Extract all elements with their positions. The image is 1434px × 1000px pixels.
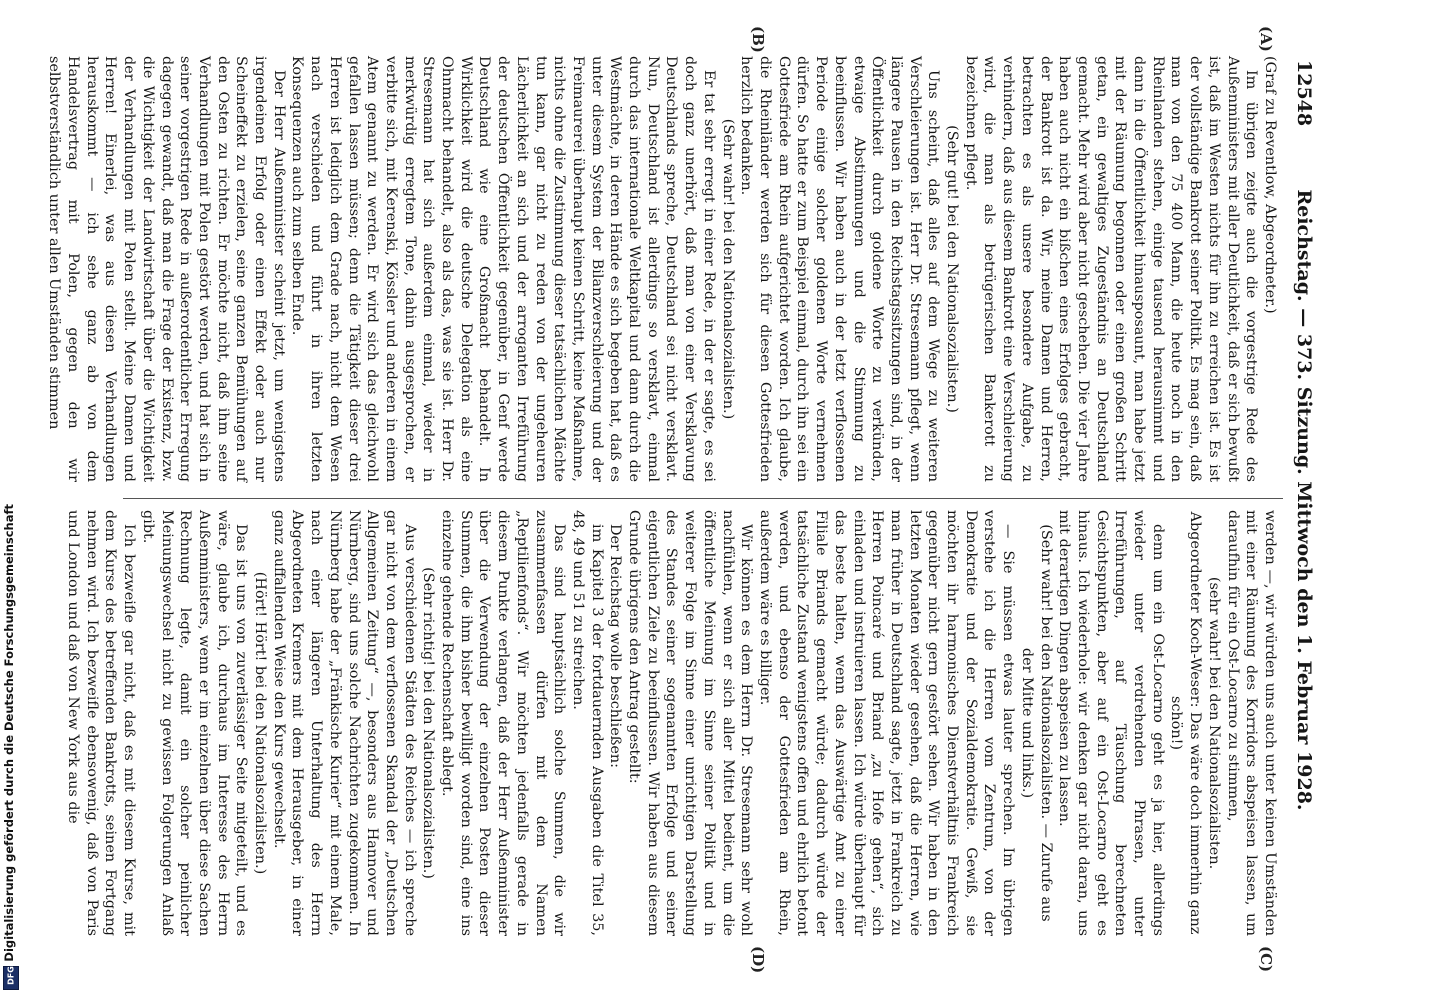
paragraph: Wir können es dem Herrn Dr. Stresemann sehr wohl nachfühlen, wenn er sich aller Mittel bedient, um die öffentliche Meinung im Sinne seiner Politik und in weiterer Folge im Sinne einer unrichtigen Darstellung des Standes seiner sogenannten Erfolge und seiner eigentlichen Ziele zu beeinflussen. Wir haben aus diesem Grunde übrigens den Antrag gestellt: bbox=[626, 510, 755, 936]
interjection: (Hört! Hört! bei den Nationalsozialisten.) bbox=[252, 571, 269, 875]
right-text-column bbox=[65, 510, 1279, 936]
paragraph: Der Reichstag wolle beschließen: bbox=[607, 524, 624, 769]
paragraph: im Kapitel 3 der fortdauernden Ausgaben die Titel 35, 48, 49 und 51 zu streichen. bbox=[569, 510, 605, 936]
margin-mark-b: (B) bbox=[749, 26, 767, 53]
paragraph: (Graf zu Reventlow, Abgeordneter.) bbox=[1262, 56, 1278, 314]
paragraph: — Sie müssen etwas lauter sprechen. Im übrigen verstehe ich die Herren vom Zentrum, von der Demokratie und der Sozialdemokratie. Gewiß, sie möchten ihr harmonisches Dienstverhältnis Frankreich gegenüber nicht gern gestört sehen. Wir haben in den letzten Monaten wieder gesehen, daß die Herren, wie man früher in Deutschland sagte, jetzt in Frankreich zu Herren Poincaré und Briand „zu Hofe gehen“, sich einladen und instruieren lassen. Ich würde überhaupt für das beste halten, wenn das Auswärtige Amt zu einer Filiale Briands gemacht würde; dadurch würde der tatsächliche Zustand wenigstens offen und ehrlich betont werden, und ebenso der Gottesfrieden am Rhein, außerdem wäre es billiger. bbox=[757, 510, 1017, 936]
rotated-document-page bbox=[46, 26, 1327, 974]
margin-mark-d: (D) bbox=[749, 946, 767, 974]
column-divider bbox=[123, 498, 1283, 499]
paragraph: Das sind hauptsächlich solche Summen, die wir zusammenfassen dürfen mit dem Namen „Reptilienfonds“. Wir möchten jedenfalls gerade in diesem Punkte verlangen, daß der Herr Außenminister über die Verwendung der einzelnen Posten dieser Summen, die ihm bisher bewilligt worden sind, eine ins einzelne gehende Rechenschaft ablegt. bbox=[439, 510, 568, 936]
interjection: (Sehr richtig! bei den Nationalsozialisten.) bbox=[420, 567, 437, 879]
margin-mark-a: (A) bbox=[1257, 26, 1275, 52]
page-title: Reichstag. — 373. Sitzung. Mittwoch den 1. Februar 1928. bbox=[1293, 189, 1315, 811]
paragraph: Ich bezweifle gar nicht, daß es mit diesem Kurse, mit dem Kurse des betreffenden Bankrotts, seinen Fortgang nehmen wird. Ich bezweifle ebensowenig, daß von Paris und London und daß von New York aus die bbox=[65, 510, 138, 936]
paragraph: Der Herr Außenminister scheint jetzt, um wenigstens irgendeinen Erfolg oder einen Effekt oder auch nur Scheineffekt zu erzielen, seine ganzen Bemühungen auf den Osten zu richten. Er möchte nicht, daß ihm seine Verhandlungen mit Polen gestört werden, und hat sich in seiner vorgestrigen Rede in außerordentlicher Erregung dagegen gewandt, daß man die Frage der Existenz, bzw. die Wichtigkeit der Landwirtschaft über die Wichtigkeit der Verhandlungen mit Polen stellt. Meine Damen und Herren! Einerlei, was aus diesen Verhandlungen herauskommt — ich sehe ganz ab von dem Handelsvertrag mit Polen, gegen den wir selbstverständlich unter allen Umständen stimmen bbox=[46, 56, 287, 482]
margin-mark-c: (C) bbox=[1257, 946, 1275, 973]
interjection: (Sehr gut! bei den Nationalsozialisten.) bbox=[944, 125, 961, 413]
interjection: (sehr wahr! bei den Nationalsozialisten. bbox=[1205, 576, 1222, 870]
page-header bbox=[1289, 60, 1315, 940]
interjection: (Sehr wahr! bei den Nationalsozialisten.) bbox=[719, 118, 736, 420]
logo-label: DFG bbox=[6, 966, 16, 985]
digitization-credit bbox=[2, 2, 20, 992]
credit-text: Digitalisierung gefördert durch die Deutsche Forschungsgemeinschaft bbox=[2, 504, 16, 962]
interjection: Abgeordneter Koch-Weser: Das wäre doch immerhin ganz schön!) bbox=[1168, 511, 1204, 935]
left-text-column bbox=[46, 56, 1279, 482]
paragraph: Aus verschiedenen Städten des Reiches — ich spreche gar nicht von dem verflossenen Skandal der „Deutschen Allgemeinen Zeitung“ —, besonders aus Hannover und Nürnberg, sind uns solche Nachrichten zugekommen. In Nürnberg habe der „Fränkische Kurier“ mit einem Male, nach einer längeren Unterhaltung des Herrn Abgeordneten Kremers mit dem Herausgeber, in einer ganz auffallenden Weise den Kurs gewechselt. bbox=[270, 510, 418, 936]
paragraph: denn um ein Ost-Locarno geht es ja hier, allerdings wieder unter verdrehenden Phrasen, unter Irreführungen, auf Täuschung berechneten Gesichtspunkten, aber auf ein Ost-Locarno geht es hinaus. Ich wiederhole: wir denken gar nicht daran, uns mit derartigen Dingen abspeisen zu lassen. bbox=[1056, 510, 1166, 936]
paragraph: Er tat sehr erregt in einer Rede, in der er sagte, es sei doch ganz unerhört, daß man von einer Versklavung Deutschlands spreche, Deutschland sei nicht versklavt. Nun, Deutschland ist allerdings so versklavt, einmal durch das internationale Weltkapital und dann durch die Westmächte, in deren Hände es sich begeben hat, daß es unter diesem System der Bilanzverschleierung und der Freimaurerei überhaupt keinen Schritt, keine Maßnahme, nichts ohne die Zustimmung dieser tatsächlichen Mächte tun kann, gar nicht zu reden von der ungeheuren Lächerlichkeit an sich und der arroganten Irreführung der deutschen Öffentlichkeit gegenüber, in Genf werde Deutschland wie eine Großmacht behandelt. In Wirklichkeit wird die deutsche Delegation als eine Ohnmacht behandelt, also als das, was sie ist. Herr Dr. Stresemann hat sich außerdem einmal, wieder in merkwürdig erregtem Tone, dahin ausgesprochen, er verbitte sich, mit Kerenski, Kössler und anderen in einem Atem genannt zu werden. Er wird sich das gleichwohl gefallen lassen müssen; denn die Tätigkeit dieser drei Herren ist lediglich dem Grade nach, nicht dem Wesen nach verschieden und führt in ihren letzten Konsequenzen auch zum selben Ende. bbox=[289, 56, 717, 482]
paragraph: Uns scheint, daß alles auf dem Wege zu weiteren Verschleierungen ist. Herr Dr. Stresemann pflegt, wenn längere Pausen in den Reichstagssitzungen sind, in der Öffentlichkeit durch goldene Worte zu verkünden, etwaige Abstimmungen und die Stimmung zu beeinflussen. Wir haben auch in der letzt verflossenen Periode einige solcher goldenen Worte vernehmen dürfen. So hatte er zum Beispiel einmal, durch ihn sei ein Gottesfriede am Rhein aufgerichtet worden. Ich glaube, die Rheinländer werden sich für diesen Gottesfrieden herzlich bedanken. bbox=[738, 56, 942, 482]
interjection: (Sehr wahr! bei den Nationalsozialisten. — Zurufe aus der Mitte und links.) bbox=[1018, 524, 1054, 922]
dfg-logo-icon bbox=[3, 966, 19, 990]
page-number: 12548 bbox=[1293, 60, 1315, 127]
paragraph: Im übrigen zeigte auch die vorgestrige Rede des Außenministers mit aller Deutlichkeit, daß er sich bewußt ist, daß im Westen nichts für ihn zu erreichen ist. Es ist der vollständige Bankrott seiner Politik. Es mag sein, daß man von den 75 400 Mann, die heute noch in den Rheinlanden stehen, einige tausend herausnimmt und dann in die Öffentlichkeit hinausposaunt, man habe jetzt mit der Räumung begonnen oder einen großen Schritt getan, ein gewaltiges Zugeständnis an Deutschland gemacht. Mehr wird aber nicht geschehen. Die vier Jahre haben auch nicht ein bißchen eines Erfolges gebracht, der Bankrott ist da. Wir, meine Damen und Herren, betrachten es als unsere besondere Aufgabe, zu verhindern, daß aus diesem Bankrott eine Verschleierung wird, die man als betrügerischen Bankerott zu bezeichnen pflegt. bbox=[962, 56, 1260, 482]
paragraph: Das ist uns von zuverlässiger Seite mitgeteilt, und es wäre, glaube ich, durchaus im Interesse des Herrn Außenministers, wenn er im einzelnen über diese Sachen Rechnung legte, damit ein solcher peinlicher Meinungswechsel nicht zu gewissen Folgerungen Anlaß gibt. bbox=[139, 510, 250, 936]
paragraph: werden —, wir würden uns auch unter keinen Umständen mit einer Räumung des Korridors abspeisen lassen, um daraufhin für ein Ost-Locarno zu stimmen, bbox=[1224, 510, 1278, 936]
